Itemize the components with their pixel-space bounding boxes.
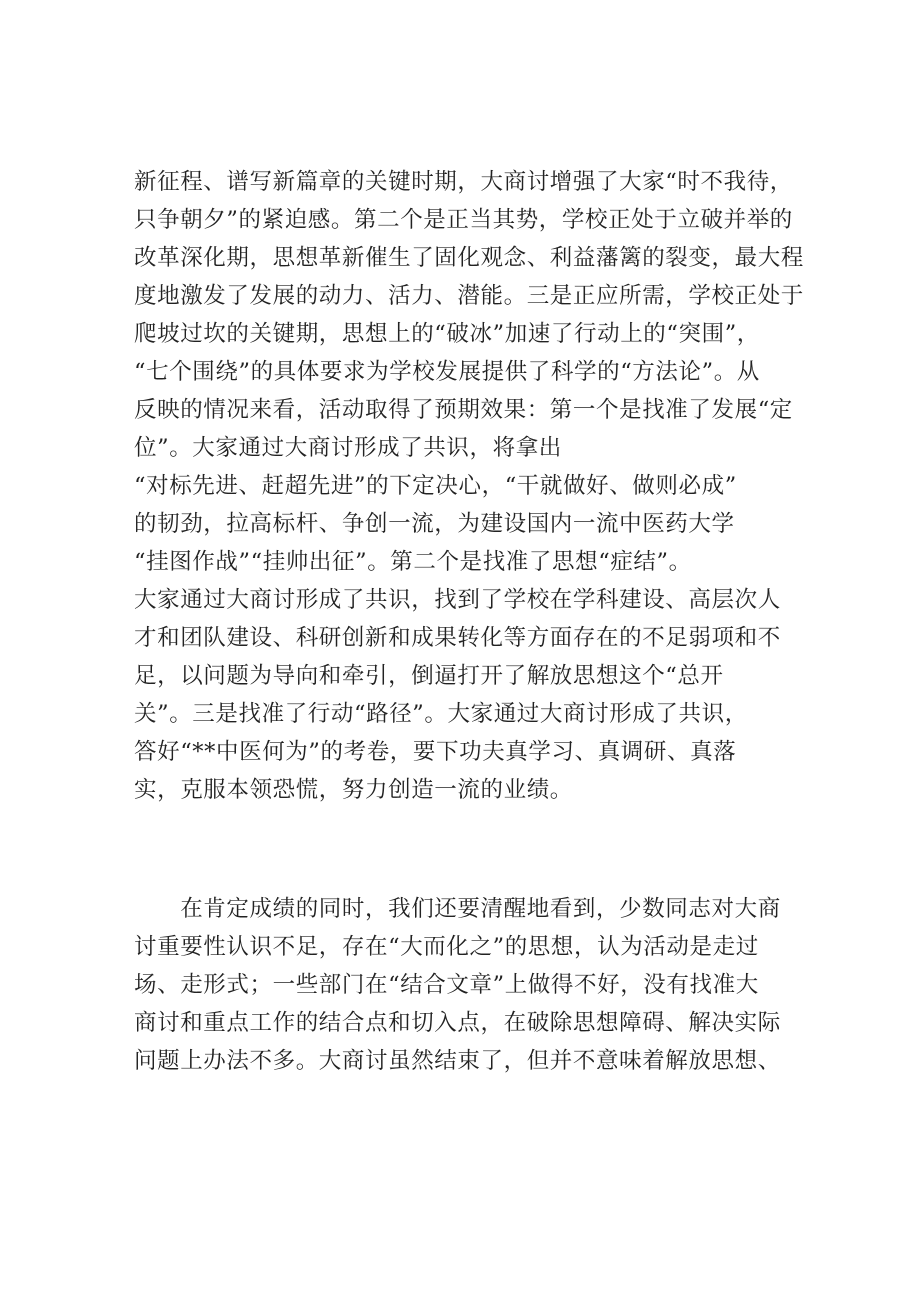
text-line: 大家通过大商讨形成了共识，找到了学校在学科建设、高层次人 [134,587,781,613]
text-line: 才和团队建设、科研创新和成果转化等方面存在的不足弱项和不 [134,625,781,651]
text-line: 实，克服本领恐慌，努力创造一流的业绩。 [134,777,573,803]
text-line: 度地激发了发展的动力、活力、潜能。三是正应所需，学校正处于 [134,283,804,309]
text-line: 问题上办法不多。大商讨虽然结束了，但并不意味着解放思想、 [134,1048,781,1074]
text-line: “对标先进、赶超先进”的下定决心，“干就做好、做则必成” [134,473,737,499]
text-line: 只争朝夕”的紧迫感。第二个是正当其势，学校正处于立破并举的 [134,207,793,233]
text-line: “挂图作战”“挂帅出征”。第二个是找准了思想“症结”。 [134,549,692,575]
text-line: 在肯定成绩的同时，我们还要清醒地看到，少数同志对大商 [134,896,781,922]
text-line: 答好“**中医何为”的考卷，要下功夫真学习、真调研、真落 [134,739,737,765]
body-paragraph [134,890,814,1080]
text-line: 反映的情况来看，活动取得了预期效果：第一个是找准了发展“定 [134,397,793,423]
text-line: 爬坡过坎的关键期，思想上的“破冰”加速了行动上的“突围”， [134,321,760,347]
text-line: 的韧劲，拉高标杆、争创一流，为建设国内一流中医药大学 [134,511,735,537]
text-line: 讨重要性认识不足，存在“大而化之”的思想，认为活动是走过 [134,934,759,960]
text-line: 位”。大家通过大商讨形成了共识，将拿出 [134,435,562,461]
text-line: 商讨和重点工作的结合点和切入点，在破除思想障碍、解决实际 [134,1010,781,1036]
text-line: 新征程、谱写新篇章的关键时期，大商讨增强了大家“时不我待， [134,169,793,195]
text-line: 关”。三是找准了行动“路径”。大家通过大商讨形成了共识， [134,701,748,727]
text-line: 足，以问题为导向和牵引，倒逼打开了解放思想这个“总开 [134,663,724,689]
text-line: 场、走形式；一些部门在“结合文章”上做得不好，没有找准大 [134,972,759,998]
text-line: “七个围绕”的具体要求为学校发展提供了科学的“方法论”。从 [134,359,760,385]
body-paragraph [134,163,814,809]
text-line: 改革深化期，思想革新催生了固化观念、利益藩篱的裂变，最大程 [134,245,804,271]
